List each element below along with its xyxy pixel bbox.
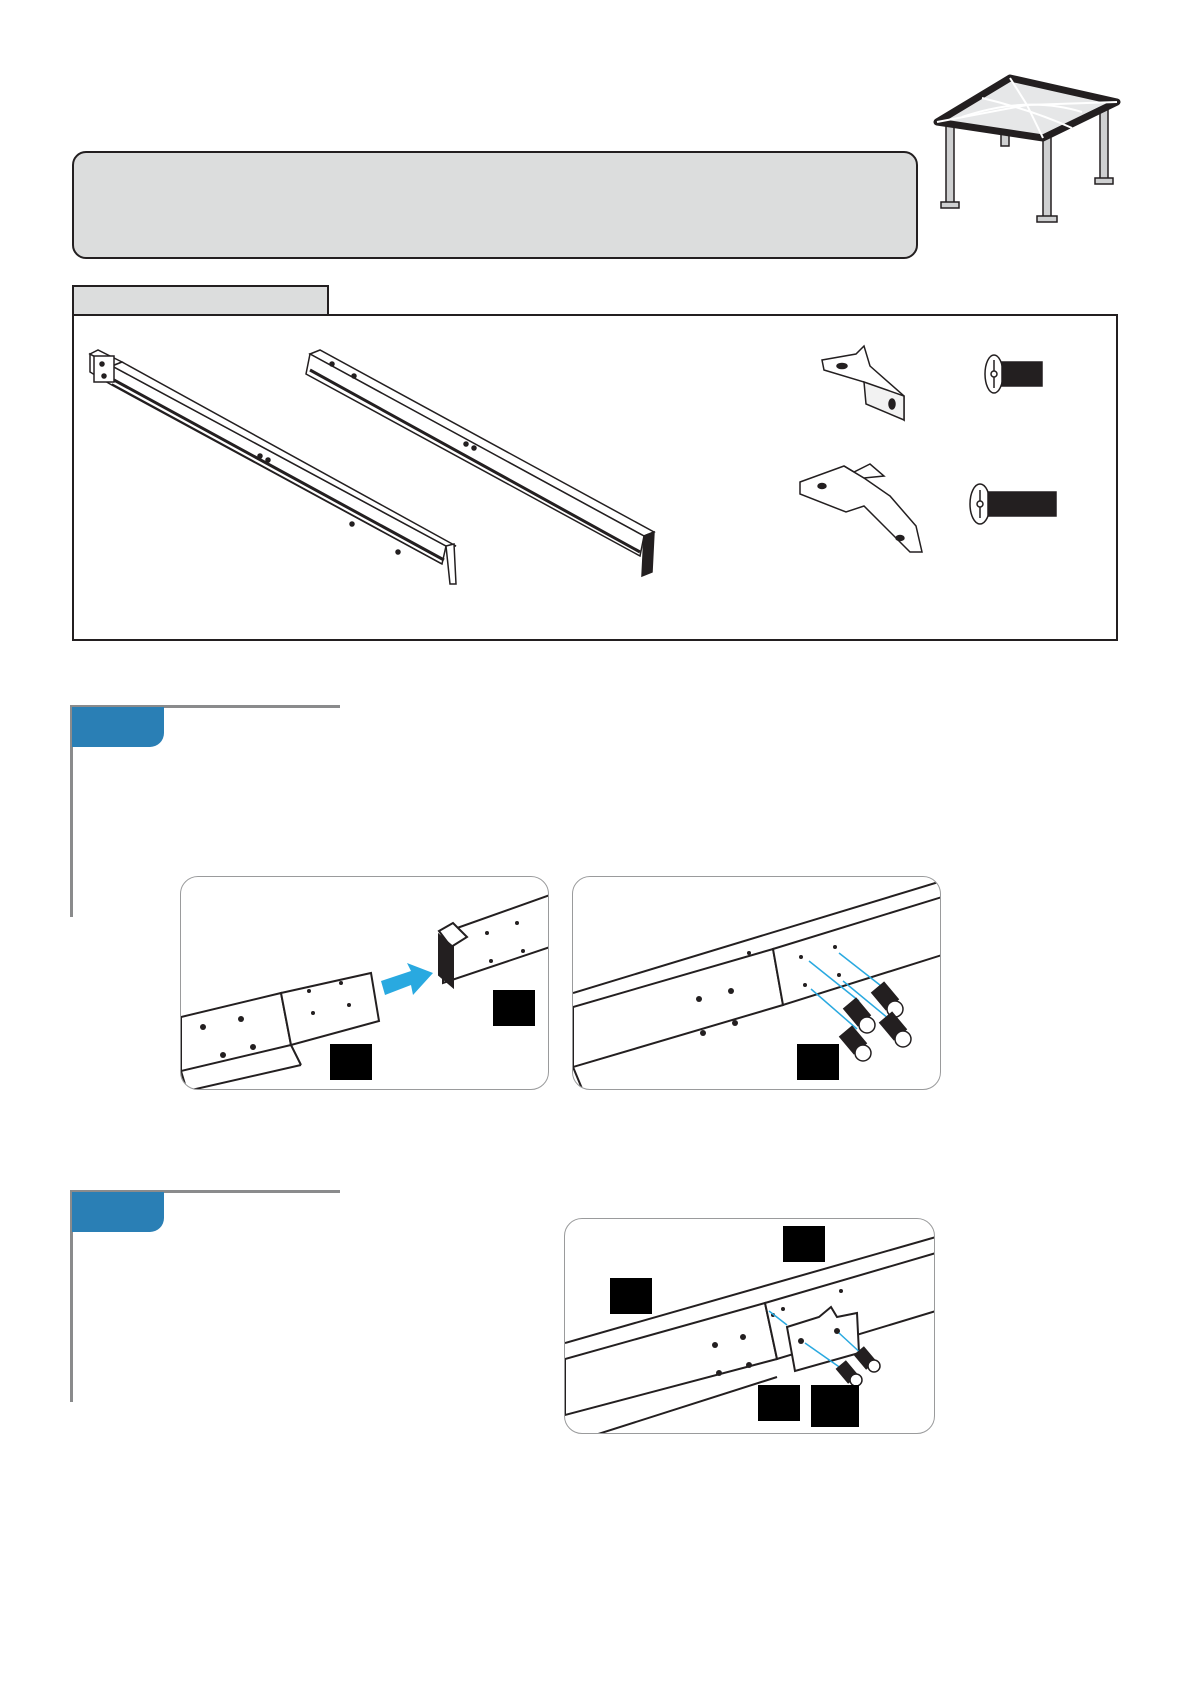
beam-insert-diagram xyxy=(181,877,549,1090)
small-bracket-icon xyxy=(822,346,904,420)
long-bracket-icon xyxy=(800,464,922,552)
part-label-box-c xyxy=(797,1044,839,1080)
part-label-box-g xyxy=(811,1385,859,1427)
parts-tab xyxy=(72,285,329,315)
step-2-badge xyxy=(72,1192,164,1232)
beam-icon xyxy=(306,350,654,576)
bracket-fasten-diagram xyxy=(565,1219,935,1434)
parts-box xyxy=(72,314,1118,641)
part-label-box-b xyxy=(493,990,535,1026)
title-banner xyxy=(72,151,918,259)
step-2-panel xyxy=(564,1218,935,1434)
part-label-box-e xyxy=(610,1278,652,1314)
short-bolt-icon xyxy=(985,355,1042,393)
beam-with-connector-icon xyxy=(90,350,456,584)
gazebo-icon xyxy=(932,70,1122,230)
step-1-panel-b xyxy=(572,876,941,1090)
part-label-box-a xyxy=(330,1044,372,1080)
long-bolt-icon xyxy=(970,484,1056,524)
step-1-badge xyxy=(72,707,164,747)
step-1-panel-a xyxy=(180,876,549,1090)
bolt-fasten-diagram xyxy=(573,877,941,1090)
parts-illustration xyxy=(74,316,1116,639)
part-label-box-f xyxy=(758,1385,800,1421)
part-label-box-d xyxy=(783,1226,825,1262)
